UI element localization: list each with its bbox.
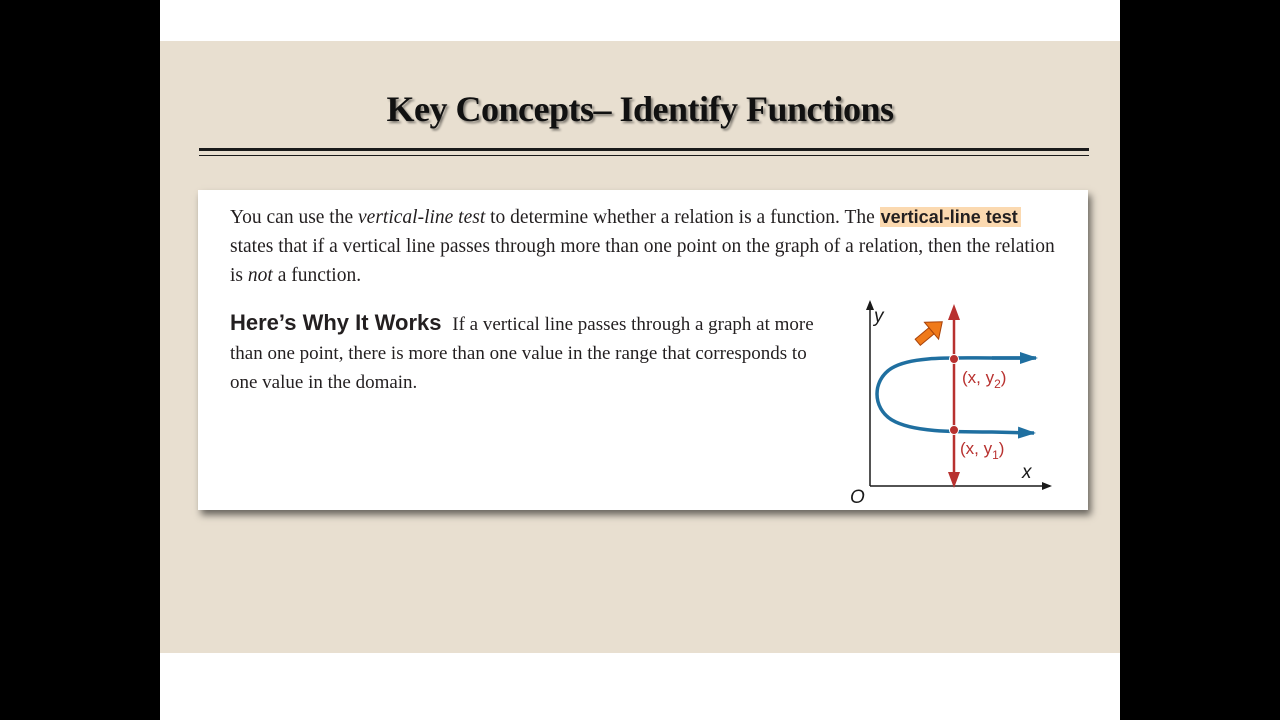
intersection-point-lower — [950, 426, 959, 435]
point-label-lower: (x, $y_1$) — [960, 439, 1005, 462]
highlighted-term: vertical-line test — [880, 207, 1021, 227]
key-concept-card — [198, 190, 1088, 510]
intro-text-3: states that if a vertical line passes through more than one point on the graph of a relation, then the relation is — [230, 236, 1055, 286]
parabola-curve — [877, 358, 1034, 433]
x-axis-label: x — [1022, 462, 1032, 483]
intersection-point-upper — [950, 355, 959, 364]
intro-not-italic: not — [247, 265, 273, 286]
why-it-works-body: If a vertical line passes through a graph at more than one point, there is more than one value in the range that corresponds to one value in the domain. — [230, 314, 814, 393]
point-label-upper: (x, $y_2$) — [962, 368, 1007, 391]
why-it-works-paragraph — [230, 308, 820, 397]
y-axis-label: y — [874, 306, 884, 327]
title-rule-thin — [199, 155, 1089, 156]
intro-term-italic: vertical-line test — [358, 207, 486, 228]
vertical-line-top-arrow — [948, 304, 960, 320]
intro-paragraph — [230, 203, 1060, 290]
intro-text-1: You can use the — [230, 207, 359, 228]
intro-text-4: a function. — [272, 265, 362, 286]
title-rule-thick — [199, 148, 1089, 151]
intro-text-2: to determine whether a relation is a function. The — [485, 207, 880, 228]
slide — [160, 0, 1120, 720]
pointer-arrow-icon — [911, 313, 950, 350]
why-it-works-heading: Here’s Why It Works — [230, 310, 442, 335]
vertical-line-test-graph — [842, 300, 1062, 510]
origin-label: O — [850, 487, 865, 508]
slide-title: Key Concepts– Identify Functions — [386, 89, 894, 129]
